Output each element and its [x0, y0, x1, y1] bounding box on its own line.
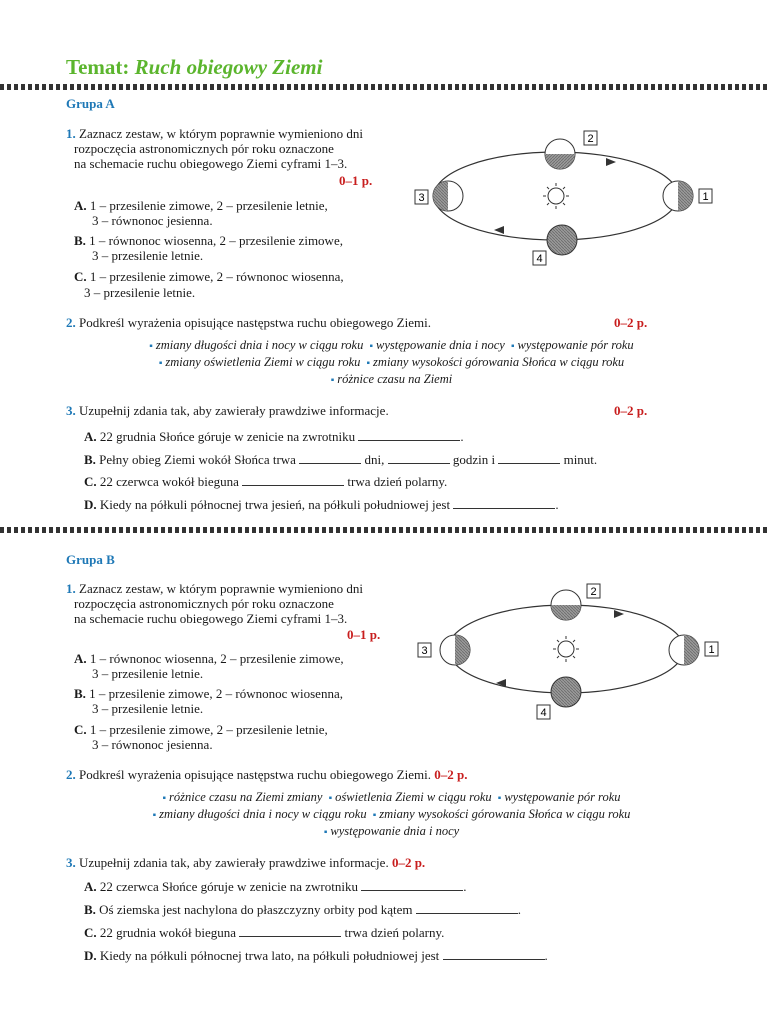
- answer-option-c[interactable]: C. 1 – przesilenie zimowe, 2 – równonoc wiosenna,: [74, 269, 344, 284]
- answer-option-b[interactable]: B. 1 – równonoc wiosenna, 2 – przesilenie zimowe,: [74, 233, 343, 248]
- answer-option-c[interactable]: C. 1 – przesilenie zimowe, 2 – przesilenie letnie,: [74, 722, 328, 737]
- question-1-line: na schemacie ruchu obiegowego Ziemi cyframi 1–3.: [74, 611, 348, 626]
- expression[interactable]: różnice czasu na Ziemi zmiany: [169, 790, 323, 804]
- word-bank-row: ▪ występowanie dnia i nocy: [323, 824, 460, 838]
- earth-icon: [551, 590, 581, 620]
- answer-option-line: 3 – przesilenie letnie.: [92, 666, 204, 681]
- word-bank-row: ▪ różnice czasu na Ziemi: [330, 372, 453, 386]
- sun-icon: [553, 636, 579, 662]
- question-1-line: rozpoczęcia astronomicznych pór roku oznaczone: [74, 141, 334, 156]
- svg-text:1: 1: [702, 191, 709, 203]
- question-1-text: 1. Zaznacz zestaw, w którym poprawnie wymieniono dni: [66, 126, 363, 141]
- fill-in-item-c: C. 22 grudnia wokół bieguna trwa dzień polarny.: [84, 925, 445, 940]
- points-badge: 0–2 p.: [614, 403, 648, 418]
- points-badge: 0–1 p.: [347, 627, 381, 642]
- expression[interactable]: występowanie dnia i nocy: [330, 824, 460, 838]
- answer-option-line: 3 – przesilenie letnie.: [92, 248, 204, 263]
- title-topic: Ruch obiegowy Ziemi: [134, 55, 323, 79]
- diagram-label-3: [418, 643, 431, 657]
- fill-in-item-d: D. Kiedy na półkuli północnej trwa jesień, na półkuli południowej jest .: [84, 497, 559, 512]
- points-badge: 0–2 p.: [434, 767, 468, 782]
- expression[interactable]: zmiany wysokości górowania Słońca w ciągu roku: [373, 355, 625, 369]
- title-prefix: Temat:: [66, 55, 130, 79]
- expression[interactable]: różnice czasu na Ziemi: [337, 372, 453, 386]
- svg-text:4: 4: [540, 707, 547, 719]
- word-bank-row: ▪ zmiany długości dnia i nocy w ciągu roku ▪ zmiany wysokości górowania Słońca w ciągu roku: [152, 807, 631, 821]
- word-bank-row: ▪ zmiany oświetlenia Ziemi w ciągu roku ▪ zmiany wysokości górowania Słońca w ciągu roku: [158, 355, 625, 369]
- expression[interactable]: zmiany długości dnia i nocy w ciągu roku: [155, 338, 364, 352]
- answer-option-b[interactable]: B. 1 – przesilenie zimowe, 2 – równonoc wiosenna,: [74, 686, 343, 701]
- diagram-label-1: [705, 642, 718, 656]
- question-number: 1.: [66, 126, 76, 141]
- fill-in-item-b: B. Oś ziemska jest nachylona do płaszczyzny orbity pod kątem .: [84, 902, 522, 917]
- question-2-text: 2. Podkreśl wyrażenia opisujące następstwa ruchu obiegowego Ziemi.: [66, 315, 431, 330]
- fill-in-item-c: C. 22 czerwca wokół bieguna trwa dzień polarny.: [84, 474, 448, 489]
- points-badge: 0–2 p.: [614, 315, 648, 330]
- question-1-text: 1. Zaznacz zestaw, w którym poprawnie wymieniono dni: [66, 581, 363, 596]
- answer-option-line: 3 – przesilenie letnie.: [92, 701, 204, 716]
- expression[interactable]: występowanie pór roku: [517, 338, 634, 352]
- group-b-label: Grupa B: [66, 552, 115, 567]
- answer-option-line: 3 – przesilenie letnie.: [84, 285, 196, 300]
- svg-text:3: 3: [418, 192, 425, 204]
- svg-text:2: 2: [590, 586, 597, 598]
- fill-in-item-b: B. Pełny obieg Ziemi wokół Słońca trwa dni, godzin i minut.: [84, 452, 598, 467]
- answer-option-line: 3 – równonoc jesienna.: [92, 213, 213, 228]
- fill-in-item-a: A. 22 grudnia Słońce góruje w zenicie na zwrotniku .: [84, 429, 464, 444]
- expression[interactable]: oświetlenia Ziemi w ciągu roku: [335, 790, 492, 804]
- expression[interactable]: zmiany oświetlenia Ziemi w ciągu roku: [165, 355, 361, 369]
- svg-text:1: 1: [708, 644, 715, 656]
- answer-option-line: 3 – równonoc jesienna.: [92, 737, 213, 752]
- question-3-text: 3. Uzupełnij zdania tak, aby zawierały prawdziwe informacje. 0–2 p.: [66, 855, 426, 870]
- earth-icon: [669, 635, 699, 665]
- answer-blank[interactable]: [443, 948, 545, 960]
- question-2-text: 2. Podkreśl wyrażenia opisujące następstwa ruchu obiegowego Ziemi. 0–2 p.: [66, 767, 468, 782]
- word-bank-row: ▪ zmiany długości dnia i nocy w ciągu roku ▪ występowanie dnia i nocy ▪ występowanie pór roku: [149, 338, 634, 352]
- answer-option-a[interactable]: A. 1 – przesilenie zimowe, 2 – przesilenie letnie,: [74, 198, 328, 213]
- question-3-text: 3. Uzupełnij zdania tak, aby zawierały prawdziwe informacje.: [66, 403, 389, 418]
- fill-in-item-a: A. 22 czerwca Słońce góruje w zenicie na zwrotniku .: [84, 879, 467, 894]
- word-bank-row: ▪ różnice czasu na Ziemi zmiany ▪ oświetlenia Ziemi w ciągu roku ▪ występowanie pór roku: [162, 790, 621, 804]
- question-1-line: rozpoczęcia astronomicznych pór roku oznaczone: [74, 596, 334, 611]
- diagram-label-2: [587, 584, 600, 598]
- answer-blank[interactable]: [416, 902, 518, 914]
- answer-blank[interactable]: [361, 879, 463, 891]
- points-badge: 0–2 p.: [391, 855, 426, 870]
- expression[interactable]: występowanie pór roku: [504, 790, 621, 804]
- svg-text:2: 2: [587, 133, 594, 145]
- earth-icon: [551, 677, 581, 707]
- question-1-line: na schemacie ruchu obiegowego Ziemi cyframi 1–3.: [74, 156, 348, 171]
- diagram-label-4: [537, 705, 550, 719]
- expression[interactable]: występowanie dnia i nocy: [376, 338, 505, 352]
- points-badge: 0–1 p.: [339, 173, 373, 188]
- fill-in-item-d: D. Kiedy na półkuli północnej trwa lato, na półkuli południowej jest .: [84, 948, 548, 963]
- earth-icon: [440, 635, 470, 665]
- answer-option-a[interactable]: A. 1 – równonoc wiosenna, 2 – przesilenie zimowe,: [74, 651, 344, 666]
- expression[interactable]: zmiany długości dnia i nocy w ciągu roku: [159, 807, 367, 821]
- svg-text:4: 4: [536, 253, 543, 265]
- expression[interactable]: zmiany wysokości górowania Słońca w ciągu roku: [379, 807, 631, 821]
- svg-text:3: 3: [421, 645, 428, 657]
- group-a-label: Grupa A: [66, 96, 115, 111]
- answer-blank[interactable]: [239, 925, 341, 937]
